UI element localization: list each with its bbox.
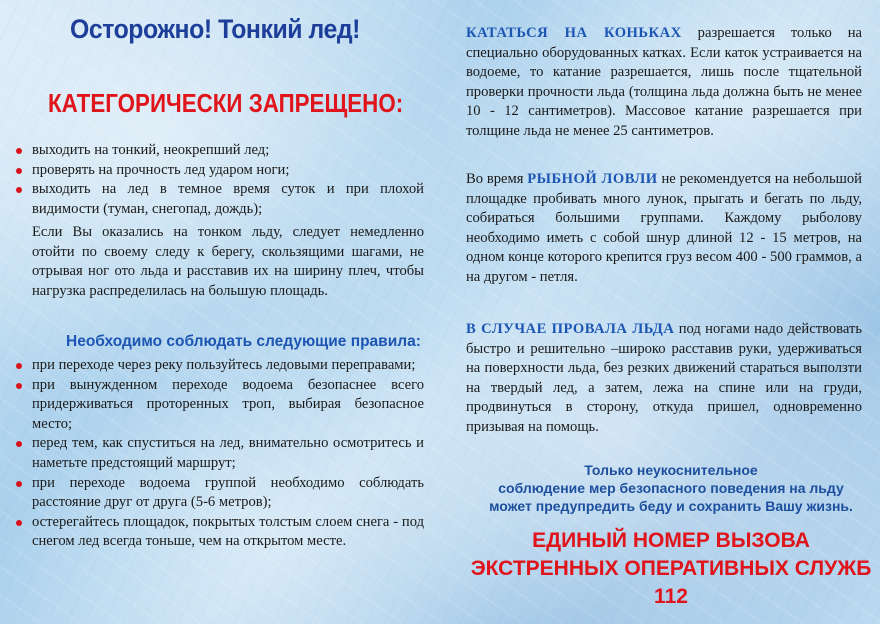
bullet-icon (16, 383, 22, 389)
emergency-number: 112 (654, 585, 688, 608)
list-item: остерегайтесь площадок, покрытых толстым слоем снега - под снегом лед всегда тоньше, чем на открытом месте. (14, 513, 424, 552)
bullet-icon (16, 168, 22, 174)
list-item: при вынужденном переходе водоема безопаснее всего придерживаться проторенных троп, выбирая безопасное место; (14, 376, 424, 435)
bullet-icon (16, 148, 22, 154)
bullet-icon (16, 481, 22, 487)
list-item: выходить на лед в темное время суток и при плохой видимости (туман, снегопад, дождь); (14, 180, 424, 219)
prohibited-list (14, 141, 424, 219)
ice-break-paragraph (466, 320, 862, 438)
list-item: перед тем, как спуститься на лед, внимательно осмотритесь и наметьте предстоящий маршрут; (14, 434, 424, 473)
skating-heading: КАТАТЬСЯ НА КОНЬКАХ (466, 25, 682, 41)
fishing-intro: Во время (466, 171, 524, 187)
safety-note: Только неукоснительное соблюдение мер безопасного поведения на льду может предупредить беду и сохранить Вашу жизнь. (489, 462, 853, 514)
fishing-text: не рекомендуется на небольшой площадке пробивать много лунок, прыгать и бегать по льду, собираться большими группами. Каждому рыболову необходимо иметь с собой шнур длиной 12 - 15 метров, на одном конце которого крепится груз весом 400 - 500 граммов, а на другом - петля. (466, 171, 862, 285)
emergency-number-block (466, 527, 876, 611)
emergency-line: ЭКСТРЕННЫХ ОПЕРАТИВНЫХ СЛУЖБ (470, 557, 872, 580)
prohibited-heading: КАТЕГОРИЧЕСКИ ЗАПРЕЩЕНО: (48, 88, 404, 118)
skating-text: разрешается только на специально оборудованных катках. Если каток устраивается на водоеме, то катание разрешается, лишь после тщательной проверки прочности льда (толщина льда должна быть не менее 10 - 12 сантиметров). Массовое катание разрешается при толщине льда не менее 25 сантиметров. (466, 25, 862, 139)
list-item: при переходе водоема группой необходимо соблюдать расстояние друг от друга (5-6 метров); (14, 474, 424, 513)
thin-ice-advice: Если Вы оказались на тонком льду, следует немедленно отойти по своему следу к берегу, скользящими шагами, не отрывая ног ото льда и расставив их на ширину плеч, чтобы нагрузка распределилась на большую площадь. (32, 224, 424, 299)
fishing-heading: РЫБНОЙ ЛОВЛИ (527, 171, 658, 187)
list-item: при переходе через реку пользуйтесь ледовыми переправами; (14, 356, 424, 376)
list-item: проверять на прочность лед ударом ноги; (14, 161, 424, 181)
skating-paragraph (466, 24, 862, 142)
bullet-icon (16, 187, 22, 193)
emergency-line: ЕДИНЫЙ НОМЕР ВЫЗОВА (532, 529, 810, 552)
ice-break-text: под ногами надо действовать быстро и решительно –широко расставив руки, удерживаться на поверхности льда, без резких движений стараться выползти на твердый лед, а затем, лежа на спине или на груди, продвинуться в сторону, откуда пришел, одновременно призывая на помощь. (466, 321, 862, 435)
list-item: выходить на тонкий, неокрепший лед; (14, 141, 424, 161)
rules-list (14, 356, 424, 552)
bullet-icon (16, 441, 22, 447)
page-title: Осторожно! Тонкий лед! (70, 14, 360, 44)
left-column (14, 0, 424, 624)
bullet-icon (16, 363, 22, 369)
fishing-paragraph (466, 170, 862, 288)
rules-heading: Необходимо соблюдать следующие правила: (66, 333, 421, 350)
ice-break-heading: В СЛУЧАЕ ПРОВАЛА ЛЬДА (466, 321, 675, 337)
right-column (466, 0, 872, 624)
bullet-icon (16, 520, 22, 526)
